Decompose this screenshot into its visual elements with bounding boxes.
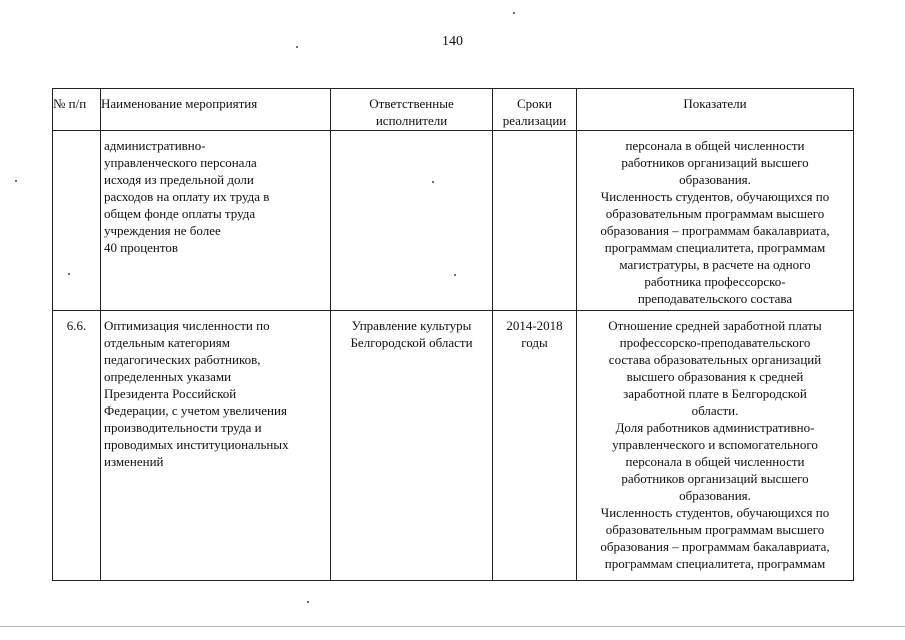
name-line: административно-	[104, 138, 206, 153]
table-row	[53, 311, 854, 581]
indicator-line: состава образовательных организаций	[608, 352, 822, 367]
name-line: исходя из предельной доли	[104, 172, 254, 187]
name-line: изменений	[104, 454, 164, 469]
name-line: Федерации, с учетом увеличения	[104, 403, 287, 418]
name-line: Оптимизация численности по	[104, 318, 270, 333]
scan-speck	[296, 46, 298, 48]
row-num	[53, 131, 101, 311]
indicator-line: образования – программам бакалавриата,	[600, 223, 830, 238]
scan-speck	[307, 601, 309, 603]
header-terms	[493, 89, 577, 131]
header-name: Наименование мероприятия	[101, 89, 331, 131]
row-indicators	[577, 131, 854, 311]
name-line: расходов на оплату их труда в	[104, 189, 270, 204]
indicator-line: персонала в общей численности	[625, 138, 805, 153]
name-line: отдельным категориям	[104, 335, 230, 350]
executor-line: Белгородской области	[350, 335, 473, 350]
indicator-line: образования.	[679, 172, 751, 187]
indicator-line: заработной плате в Белгородской	[623, 386, 807, 401]
row-executors	[331, 311, 493, 581]
indicator-line: образовательным программам высшего	[605, 206, 825, 221]
indicator-line: образования.	[679, 488, 751, 503]
scan-speck	[513, 12, 515, 14]
row-name	[101, 311, 331, 581]
scan-edge-line	[0, 626, 905, 627]
name-line: управленческого персонала	[104, 155, 257, 170]
indicator-line: управленческого и вспомогательного	[612, 437, 818, 452]
header-num: № п/п	[53, 89, 101, 131]
row-terms	[493, 311, 577, 581]
term-line: 2014-2018	[506, 318, 563, 333]
indicator-line: работника профессорско-	[644, 274, 786, 289]
row-num: 6.6.	[53, 311, 101, 581]
page-number: 140	[442, 34, 463, 49]
name-line: проводимых институциональных	[104, 437, 289, 452]
row-executors	[331, 131, 493, 311]
header-executors-line: Ответственные	[369, 96, 454, 111]
indicator-line: образования – программам бакалавриата,	[600, 539, 830, 554]
name-line: определенных указами	[104, 369, 232, 384]
name-line: учреждения не более	[104, 223, 221, 238]
header-executors	[331, 89, 493, 131]
indicator-line: персонала в общей численности	[625, 454, 805, 469]
indicator-line: магистратуры, в расчете на одного	[619, 257, 811, 272]
name-line: общем фонде оплаты труда	[104, 206, 256, 221]
indicator-line: Доля работников административно-	[615, 420, 815, 435]
indicator-line: Отношение средней заработной платы	[608, 318, 822, 333]
indicator-line: Численность студентов, обучающихся по	[600, 189, 830, 204]
header-indicators: Показатели	[577, 89, 854, 131]
indicator-line: работников организаций высшего	[621, 471, 809, 486]
indicator-line: образовательным программам высшего	[605, 522, 825, 537]
indicator-line: работников организаций высшего	[621, 155, 809, 170]
name-line: педагогических работников,	[104, 352, 261, 367]
table-row	[53, 131, 854, 311]
indicator-line: высшего образования к средней	[626, 369, 804, 384]
name-line: Президента Российской	[104, 386, 237, 401]
name-line: 40 процентов	[104, 240, 179, 255]
header-executors-line: исполнители	[375, 113, 448, 128]
indicator-line: профессорско-преподавательского	[619, 335, 811, 350]
header-terms-line: реализации	[502, 113, 567, 128]
term-line: годы	[521, 335, 548, 350]
table-header-row	[53, 89, 854, 131]
indicator-line: программам специалитета, программам	[604, 240, 826, 255]
executor-line: Управление культуры	[351, 318, 472, 333]
scan-speck	[15, 180, 17, 182]
row-name	[101, 131, 331, 311]
measures-table	[52, 88, 854, 581]
header-terms-line: Сроки	[517, 96, 552, 111]
name-line: производительности труда и	[104, 420, 262, 435]
indicator-line: Численность студентов, обучающихся по	[600, 505, 830, 520]
indicator-line: области.	[691, 403, 739, 418]
indicator-line: программам специалитета, программам	[604, 556, 826, 571]
indicator-line: преподавательского состава	[637, 291, 793, 306]
row-terms	[493, 131, 577, 311]
row-indicators	[577, 311, 854, 581]
